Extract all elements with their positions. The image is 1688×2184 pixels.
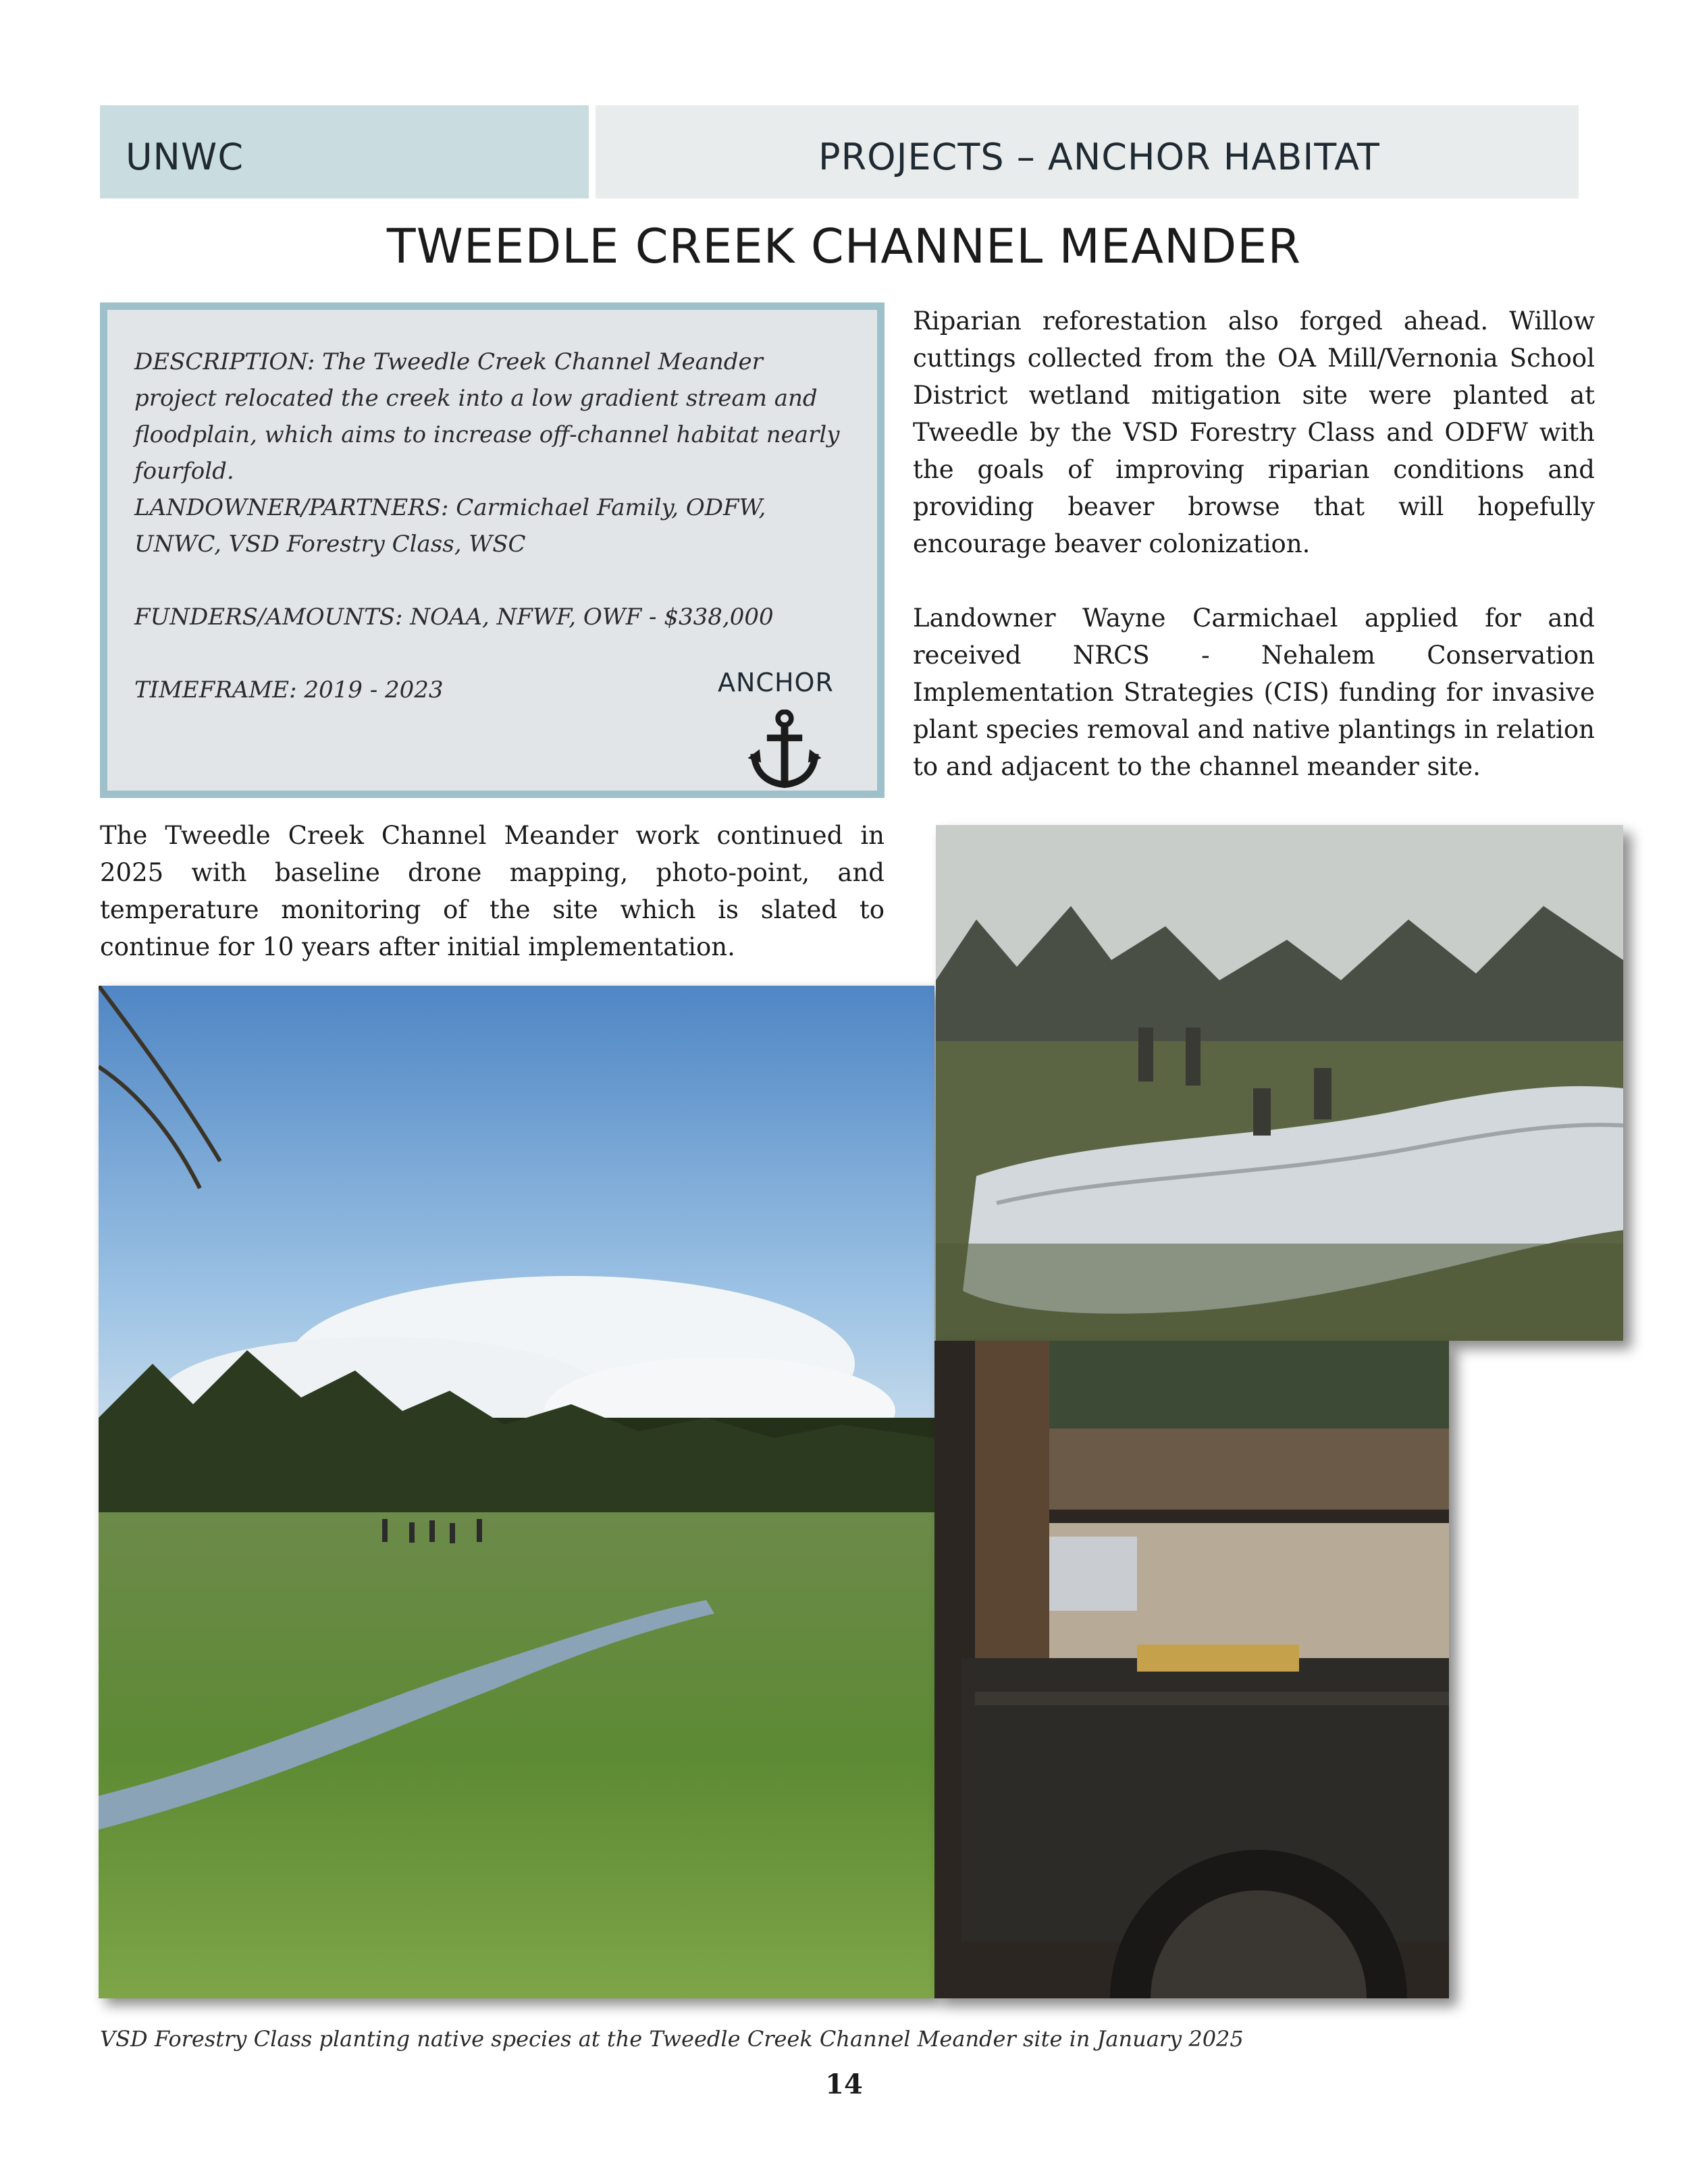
trailer-photo	[934, 1341, 1449, 1998]
project-funders-amounts: FUNDERS/AMOUNTS: NOAA, NFWF, OWF - $338,000	[134, 604, 774, 631]
page-number: 14	[825, 2069, 863, 2100]
page-title: TWEEDLE CREEK CHANNEL MEANDER	[386, 219, 1302, 274]
header-org-name: UNWC	[126, 136, 244, 178]
anchor-icon	[747, 710, 822, 791]
project-description: DESCRIPTION: The Tweedle Creek Channel Meander project relocated the creek into a low gradient stream and floodplain, which aims to increase off-channel habitat nearly fourfold.	[134, 348, 840, 485]
reforestation-paragraph: Riparian reforestation also forged ahead. Willow cuttings collected from the OA Mill/Vernonia School District wetland mitigation site were planted at Tweedle by the VSD Forestry Class and ODFW with the goals of improving riparian conditions and providing beaver browse that will hopefully encourage beaver colonization.	[913, 307, 1595, 558]
header-section-title: PROJECTS – ANCHOR HABITAT	[818, 136, 1380, 178]
project-timeframe: TIMEFRAME: 2019 - 2023	[134, 676, 444, 703]
monitoring-paragraph: The Tweedle Creek Channel Meander work continued in 2025 with baseline drone mapping, photo-point, and temperature monitoring of the site which is slated to continue for 10 years after initial implementation.	[100, 821, 885, 961]
photo-caption: VSD Forestry Class planting native species at the Tweedle Creek Channel Meander site in January 2025	[100, 2026, 1244, 2052]
creek-planting-photo	[936, 825, 1623, 1341]
anchor-badge-label: ANCHOR	[718, 668, 834, 697]
landowner-funding-paragraph: Landowner Wayne Carmichael applied for and received NRCS - Nehalem Conservation Implementation Strategies (CIS) funding for invasive plant species removal and native plantings in relation to and adjacent to the channel meander site.	[913, 604, 1595, 781]
project-landowner-partners: LANDOWNER/PARTNERS: Carmichael Family, ODFW, UNWC, VSD Forestry Class, WSC	[134, 494, 766, 558]
project-info-box	[100, 302, 885, 798]
field-photo	[99, 986, 934, 1998]
right-column-text	[913, 302, 1595, 822]
